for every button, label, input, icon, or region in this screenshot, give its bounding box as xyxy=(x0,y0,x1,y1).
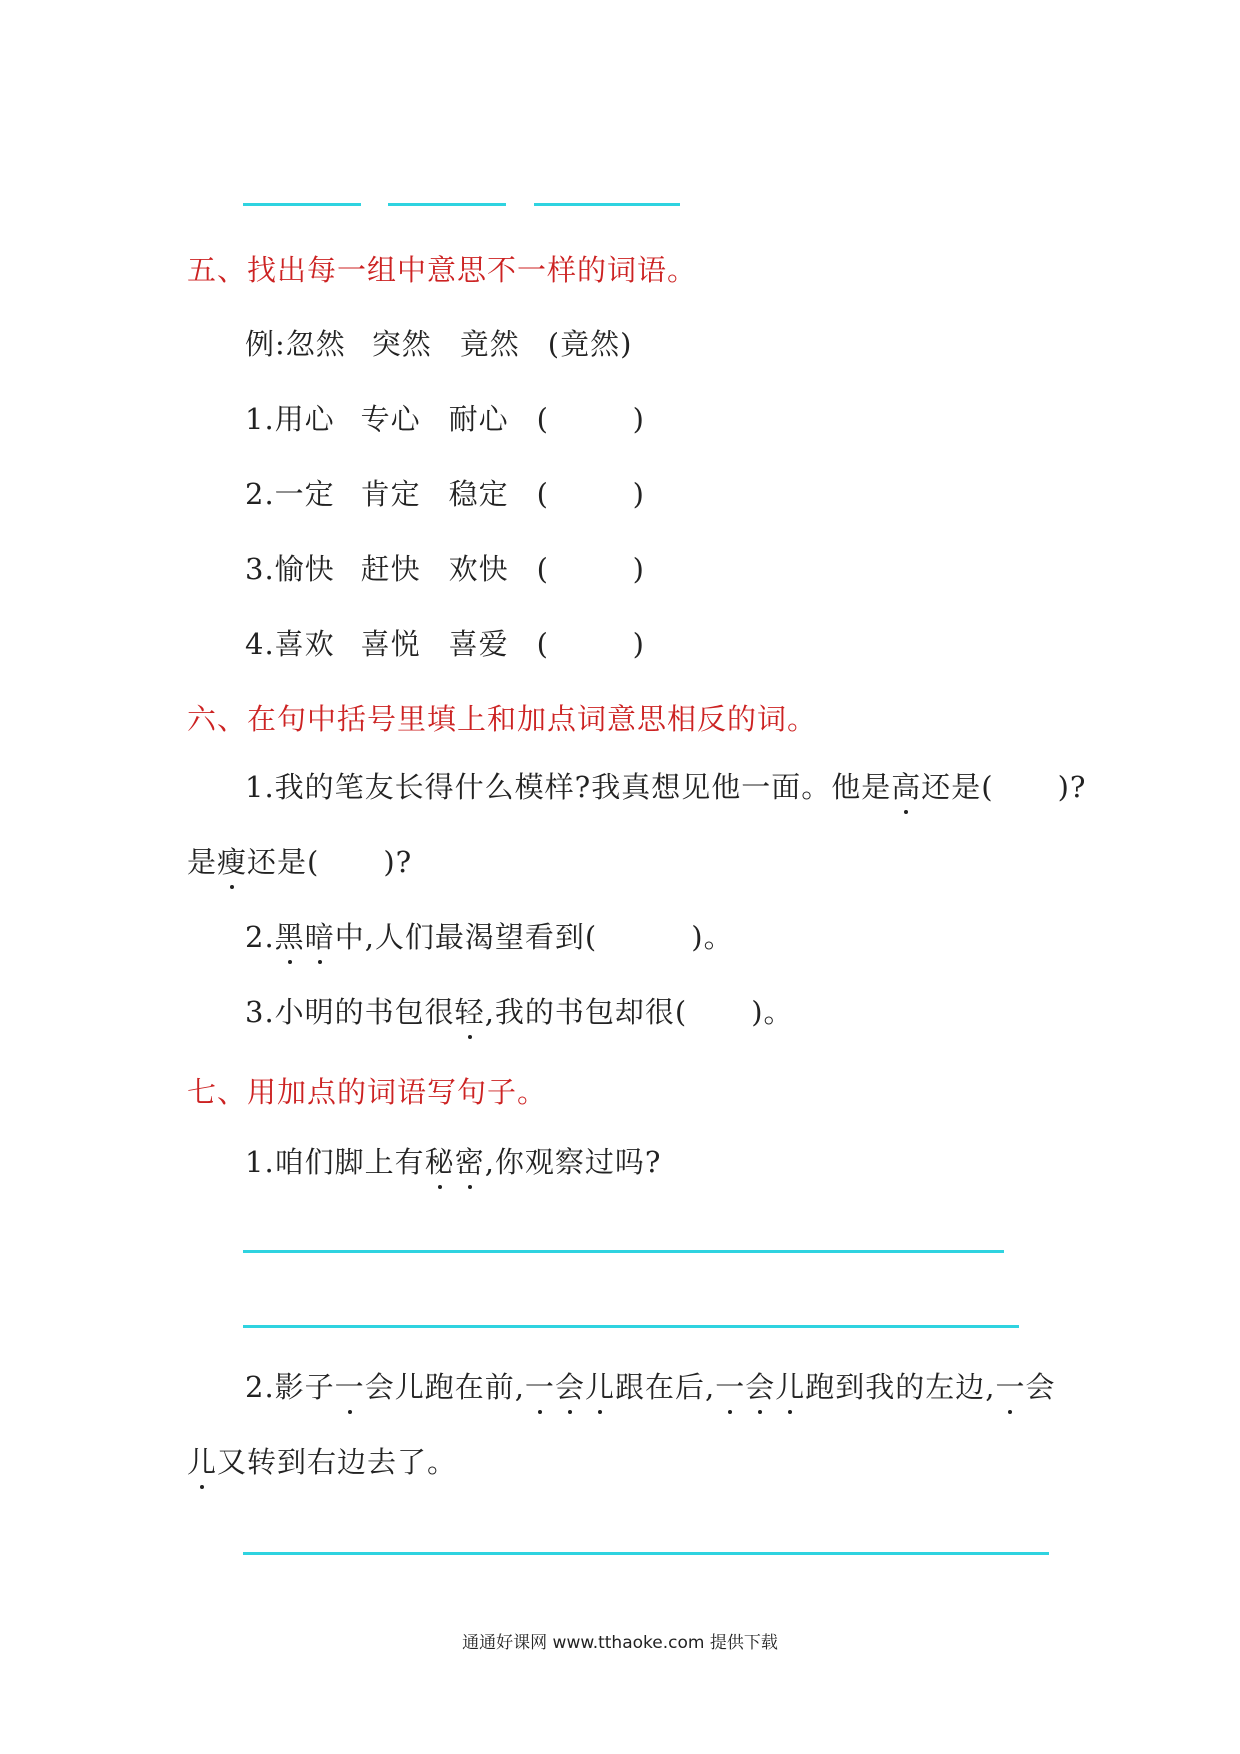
item-number: 2. xyxy=(245,477,275,511)
dotted-char: 一 xyxy=(335,1365,365,1406)
writing-line[interactable] xyxy=(243,1325,1019,1328)
sentence-text: ,你观察过吗? xyxy=(484,1145,662,1179)
word: 稳定 xyxy=(448,477,509,511)
dotted-char: 暗 xyxy=(305,915,335,956)
word: 欢快 xyxy=(448,552,509,586)
word: 耐心 xyxy=(448,402,509,436)
question-6-1-line2 xyxy=(187,840,412,881)
section-7-title: 七、用加点的词语写句子。 xyxy=(187,1075,548,1109)
answer-blank[interactable] xyxy=(556,625,638,659)
word: 突然 xyxy=(371,327,432,361)
answer-blank[interactable] xyxy=(556,475,638,509)
word: 赶快 xyxy=(360,552,421,586)
item-number: 3. xyxy=(245,552,275,586)
sentence-text: 3.小明的书包很 xyxy=(245,995,455,1029)
word: 喜欢 xyxy=(274,627,335,661)
sentence-text: 还是( xyxy=(921,770,994,804)
writing-line[interactable] xyxy=(243,1250,1004,1253)
sentence-text: 还是( xyxy=(247,845,320,879)
dotted-char: 一 xyxy=(995,1365,1025,1406)
answer-blank-line[interactable] xyxy=(534,203,680,206)
sentence-text: 跟在后, xyxy=(614,1370,716,1404)
sentence-text: 会 xyxy=(1025,1370,1056,1404)
question-6-1-line1 xyxy=(245,765,1086,806)
word: 肯定 xyxy=(360,477,421,511)
dotted-char: 儿 xyxy=(585,1365,615,1406)
dotted-char: 会 xyxy=(745,1365,775,1406)
word: 愉快 xyxy=(274,552,335,586)
section-5-title: 五、找出每一组中意思不一样的词语。 xyxy=(187,253,698,287)
dotted-char: 会 xyxy=(555,1365,585,1406)
sentence-text: 1.咱们脚上有 xyxy=(245,1145,425,1179)
answer-blank-line[interactable] xyxy=(243,203,361,206)
dotted-char: 高 xyxy=(891,765,921,806)
answer-blank[interactable] xyxy=(556,550,638,584)
word: 专心 xyxy=(360,402,421,436)
open-paren: ( xyxy=(536,402,549,436)
word: 喜爱 xyxy=(448,627,509,661)
sentence-text: )。 xyxy=(751,995,794,1029)
sentence-text: 跑到我的左边, xyxy=(805,1370,996,1404)
question-7-1 xyxy=(245,1140,661,1181)
sentence-text: 中,人们最渴望看到( xyxy=(334,920,598,954)
word: 用心 xyxy=(274,402,335,436)
dotted-char: 轻 xyxy=(455,990,485,1031)
sentence-text: 会 xyxy=(364,1370,395,1404)
item-number: 1. xyxy=(245,402,275,436)
close-paren: ) xyxy=(632,477,645,511)
dotted-char: 黑 xyxy=(275,915,305,956)
sentence-text: 又转到右边去了。 xyxy=(217,1445,458,1479)
sentence-text: )。 xyxy=(691,920,734,954)
answer-blank[interactable] xyxy=(556,400,638,434)
open-paren: ( xyxy=(536,552,549,586)
question-7-2-line1 xyxy=(245,1365,1055,1406)
item-number: 4. xyxy=(245,627,275,661)
example-answer: (竟然) xyxy=(547,327,633,361)
close-paren: ) xyxy=(632,627,645,661)
question-7-2-line2 xyxy=(187,1440,457,1481)
sentence-text: 儿跑在前, xyxy=(394,1370,525,1404)
sentence-text: )? xyxy=(1057,770,1087,804)
open-paren: ( xyxy=(536,477,549,511)
dotted-char: 瘦 xyxy=(217,840,247,881)
example-row xyxy=(245,322,632,363)
word: 喜悦 xyxy=(360,627,421,661)
sentence-text: )? xyxy=(383,845,413,879)
writing-line[interactable] xyxy=(243,1552,1049,1555)
sentence-text: ,我的书包却很( xyxy=(484,995,688,1029)
question-6-3 xyxy=(245,990,794,1031)
word: 一定 xyxy=(274,477,335,511)
word: 竟然 xyxy=(459,327,520,361)
sentence-text: 是 xyxy=(187,845,218,879)
sentence-text: 2.影子 xyxy=(245,1370,335,1404)
question-6-2 xyxy=(245,915,734,956)
dotted-char: 秘 xyxy=(425,1140,455,1181)
example-label: 例: xyxy=(245,327,286,361)
dotted-char: 一 xyxy=(715,1365,745,1406)
close-paren: ) xyxy=(632,552,645,586)
dotted-char: 儿 xyxy=(187,1440,217,1481)
open-paren: ( xyxy=(536,627,549,661)
dotted-char: 一 xyxy=(525,1365,555,1406)
close-paren: ) xyxy=(632,402,645,436)
sentence-text: 2. xyxy=(245,920,275,954)
footer-source: 通通好课网 www.tthaoke.com 提供下载 xyxy=(462,1633,778,1653)
answer-blank-line[interactable] xyxy=(388,203,506,206)
sentence-text: 1.我的笔友长得什么模样?我真想见他一面。他是 xyxy=(245,770,892,804)
section-6-title: 六、在句中括号里填上和加点词意思相反的词。 xyxy=(187,702,818,736)
dotted-char: 密 xyxy=(455,1140,485,1181)
word: 忽然 xyxy=(285,327,346,361)
dotted-char: 儿 xyxy=(775,1365,805,1406)
